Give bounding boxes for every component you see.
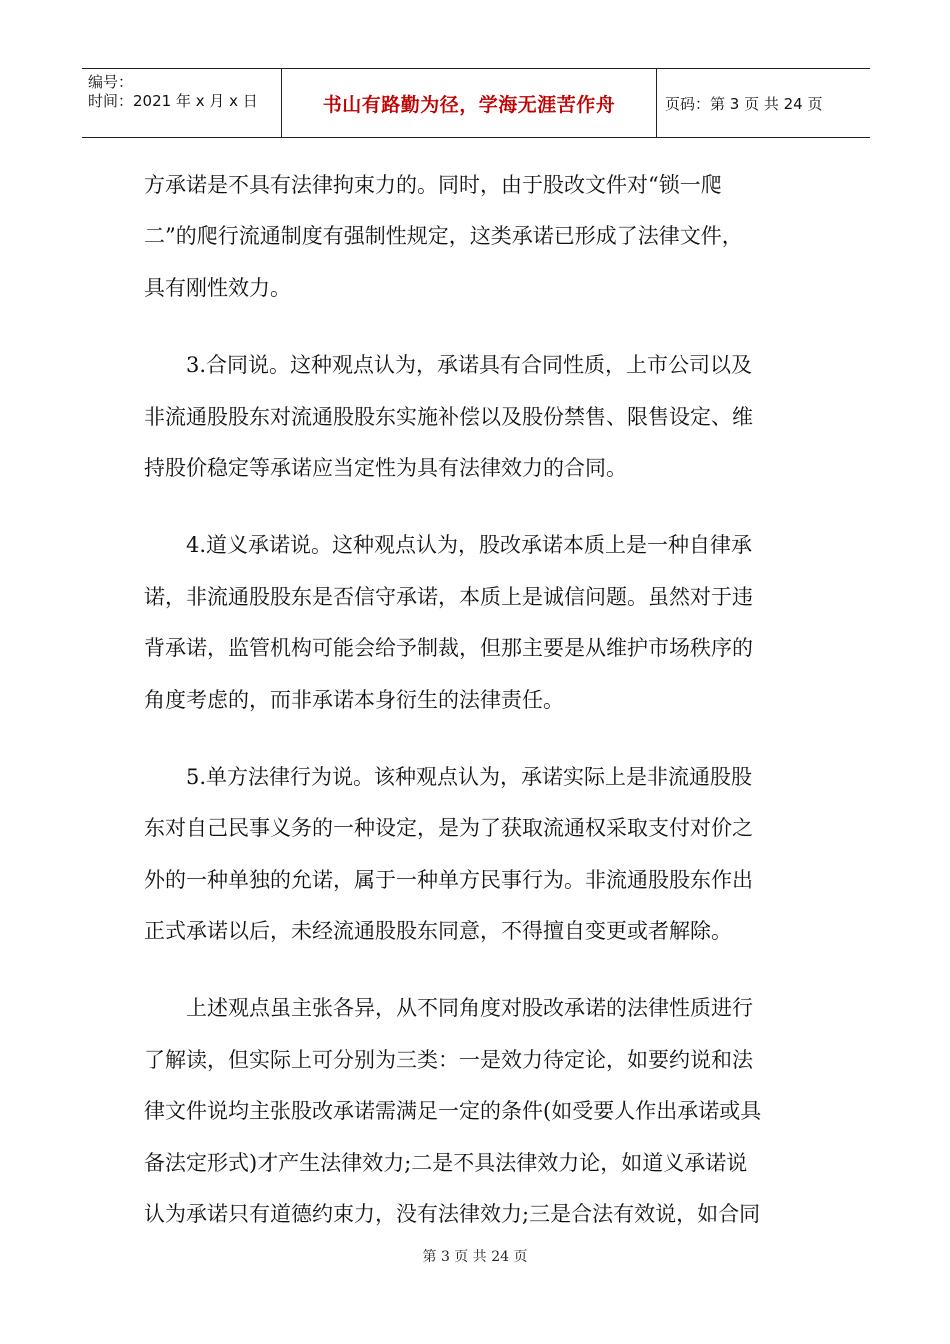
- header-motto: 书山有路勤为径，学海无涯苦作舟: [322, 93, 616, 116]
- text-line: 4.道义承诺说。这种观点认为，股改承诺本质上是一种自律承: [186, 533, 753, 558]
- text-line: 上述观点虽主张各异，从不同角度对股改承诺的法律性质进行: [186, 996, 753, 1021]
- text-line: 方承诺是不具有法律拘束力的。同时，由于股改文件对“锁一爬: [144, 173, 722, 197]
- page-footer: [0, 1246, 950, 1266]
- paragraph: [144, 340, 809, 494]
- document-header: [82, 68, 870, 138]
- text-line: 持股价稳定等承诺应当定性为具有法律效力的合同。: [144, 455, 627, 480]
- text-line: 背承诺，监管机构可能会给予制裁，但那主要是从维护市场秩序的: [144, 636, 753, 661]
- header-page-label: 页码：第 3 页 共 24 页: [665, 94, 823, 113]
- text-line: 具有刚性效力。: [144, 275, 291, 300]
- text-line: 备法定形式)才产生法律效力;二是不具法律效力论，如道义承诺说: [144, 1150, 748, 1175]
- text-line: 正式承诺以后，未经流通股股东同意，不得擅自变更或者解除。: [144, 919, 732, 944]
- header-meta: [82, 69, 282, 137]
- text-line: 5.单方法律行为说。该种观点认为，承诺实际上是非流通股股: [186, 764, 753, 789]
- paragraph: [144, 160, 809, 314]
- text-line: 二”的爬行流通制度有强制性规定，这类承诺已形成了法律文件，: [144, 224, 743, 249]
- text-line: 认为承诺只有道德约束力，没有法律效力;三是合法有效说，如合同: [144, 1202, 761, 1227]
- text-line: 外的一种单独的允诺，属于一种单方民事行为。非流通股股东作出: [144, 867, 753, 892]
- text-line: 诺，非流通股股东是否信守承诺，本质上是诚信问题。虽然对于违: [144, 584, 753, 609]
- text-line: 了解读，但实际上可分别为三类：一是效力待定论，如要约说和法: [144, 1047, 753, 1072]
- document-body: [144, 160, 809, 1240]
- text-line: 非流通股股东对流通股股东实施补偿以及股份禁售、限售设定、维: [144, 404, 753, 429]
- footer-page-number: 第 3 页 共 24 页: [422, 1249, 528, 1265]
- text-line: 东对自己民事义务的一种设定，是为了获取流通权采取支付对价之: [144, 816, 753, 841]
- paragraph: [144, 752, 809, 958]
- header-time-label: 时间：2021 年 x 月 x 日: [88, 92, 258, 110]
- text-line: 3.合同说。这种观点认为，承诺具有合同性质，上市公司以及: [186, 353, 753, 378]
- header-number-label: 编号：: [88, 73, 134, 91]
- paragraph: [144, 983, 809, 1240]
- header-motto-cell: [282, 69, 657, 137]
- text-line: 角度考虑的，而非承诺本身衍生的法律责任。: [144, 687, 564, 712]
- paragraph: [144, 520, 809, 726]
- header-page-cell: [657, 69, 870, 137]
- text-line: 律文件说均主张股改承诺需满足一定的条件(如受要人作出承诺或具: [144, 1099, 762, 1124]
